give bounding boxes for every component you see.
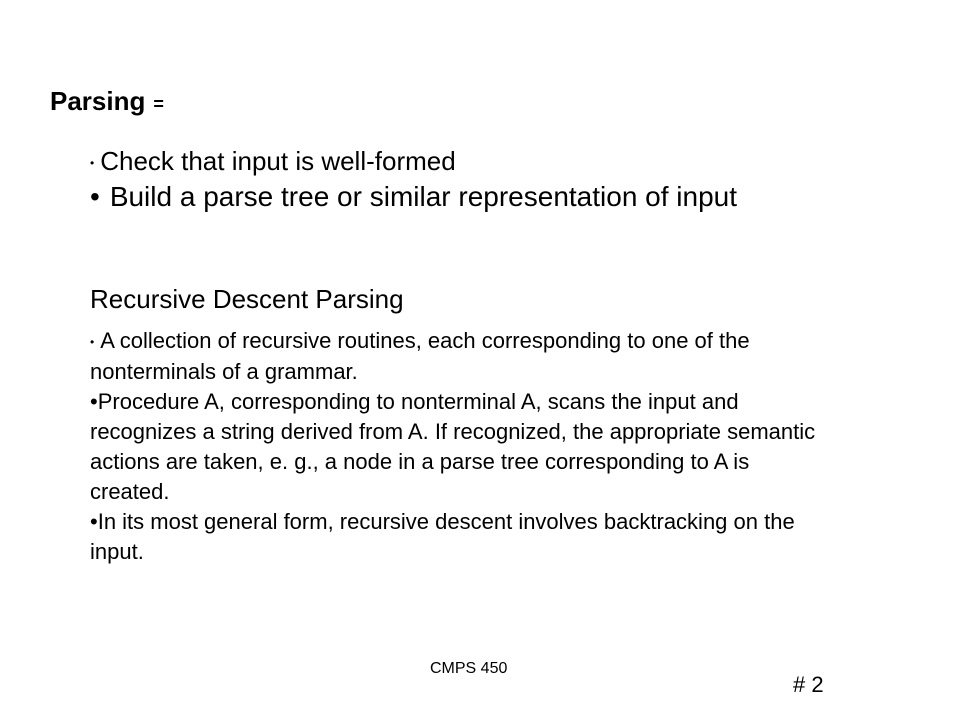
- intro-bullet-item: [90, 179, 737, 215]
- intro-bullet-text: Check that input is well-formed: [100, 146, 456, 176]
- paragraph-text: A collection of recursive routines, each corresponding to one of the nonterminals of a grammar.: [90, 328, 750, 385]
- intro-bullet-item: [90, 145, 737, 179]
- paragraph-text: Procedure A, corresponding to nonterminal A, scans the input and recognizes a string derived from A. If recognized, the appropriate semantic actions are taken, e. g., a node in a parse tree corresponding to A is created.: [90, 389, 816, 505]
- footer-course-label: CMPS 450: [430, 660, 508, 677]
- paragraph-text: In its most general form, recursive descent involves backtracking on the input.: [90, 509, 795, 565]
- bullet-icon: •: [90, 389, 98, 415]
- section-paragraph: [90, 387, 830, 507]
- section-heading: Recursive Descent Parsing: [90, 284, 404, 314]
- slide-number: # 2: [793, 672, 824, 697]
- section-paragraph: [90, 507, 830, 567]
- title-text: Parsing: [50, 86, 146, 116]
- bullet-icon: •: [90, 509, 98, 535]
- title-equals-sign: =: [153, 94, 164, 114]
- section-paragraph: [90, 326, 830, 387]
- intro-bullet-list: [90, 145, 737, 215]
- section-body: [90, 326, 830, 567]
- intro-bullet-text: Build a parse tree or similar representation of input: [109, 181, 738, 213]
- bullet-icon: •: [90, 156, 95, 171]
- bullet-icon: •: [90, 181, 100, 213]
- bullet-icon: •: [90, 335, 95, 350]
- slide-title: [50, 86, 164, 117]
